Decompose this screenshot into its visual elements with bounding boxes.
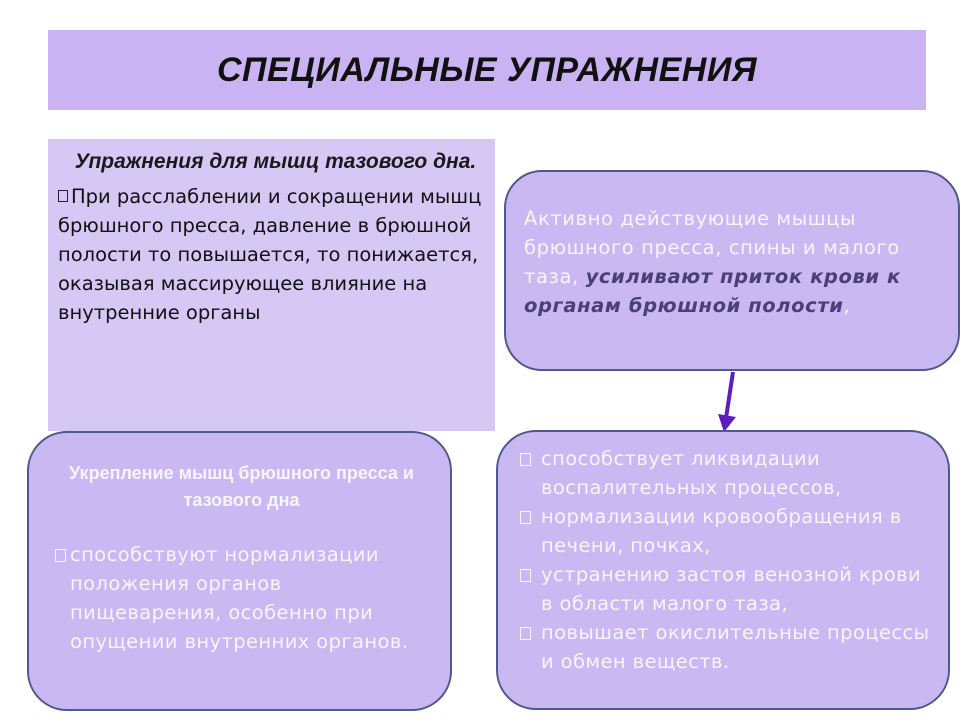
- checkbox-bullet-icon: [520, 569, 531, 582]
- checkbox-bullet-icon: [58, 190, 68, 202]
- list-item-text: способствует ликвидации воспалительных процессов,: [541, 447, 842, 499]
- active-muscles-emphasis: усиливают приток крови к органам брюшной полости: [524, 265, 901, 317]
- down-arrow-icon: [710, 370, 750, 434]
- pelvic-floor-description: [58, 182, 485, 327]
- pelvic-floor-text: При расслаблении и сокращении мышц брюшного пресса, давление в брюшной полости то повышается, то понижается, оказывая массирующее влияние на внутренние органы: [58, 185, 482, 324]
- list-item: [520, 618, 934, 676]
- abdominal-strengthening-box: [27, 431, 452, 711]
- active-muscles-plain: Активно действующие мышцы брюшного пресса, спины и малого таза,: [524, 207, 900, 288]
- pelvic-floor-exercises-box: [48, 139, 495, 431]
- active-muscles-tail: ,: [843, 294, 851, 317]
- list-item-text: устранению застоя венозной крови в области малого таза,: [541, 563, 922, 615]
- list-item-text: способствуют нормализации положения органов пищеварения, особенно при опущении внутренних органов.: [70, 543, 409, 653]
- active-muscles-box: [504, 170, 960, 371]
- pelvic-floor-heading: Упражнения для мышц тазового дна.: [74, 150, 477, 173]
- list-item-text: нормализации кровообращения в печени, почках,: [541, 505, 902, 557]
- list-item: [520, 502, 934, 560]
- list-item: [520, 560, 934, 618]
- list-item: [520, 444, 934, 502]
- list-item-text: повышает окислительные процессы и обмен веществ.: [541, 621, 930, 673]
- page-title: СПЕЦИАЛЬНЫЕ УПРАЖНЕНИЯ: [216, 50, 758, 89]
- checkbox-bullet-icon: [520, 511, 531, 524]
- abdominal-strengthening-list: [55, 540, 428, 656]
- abdominal-strengthening-heading: Укрепление мышц брюшного пресса и тазового дна: [69, 463, 414, 510]
- effects-box: [496, 430, 950, 710]
- title-banner: [48, 30, 926, 110]
- checkbox-bullet-icon: [55, 549, 66, 562]
- checkbox-bullet-icon: [520, 453, 531, 466]
- active-muscles-text: [524, 204, 940, 320]
- list-item: [55, 540, 428, 656]
- checkbox-bullet-icon: [520, 627, 531, 640]
